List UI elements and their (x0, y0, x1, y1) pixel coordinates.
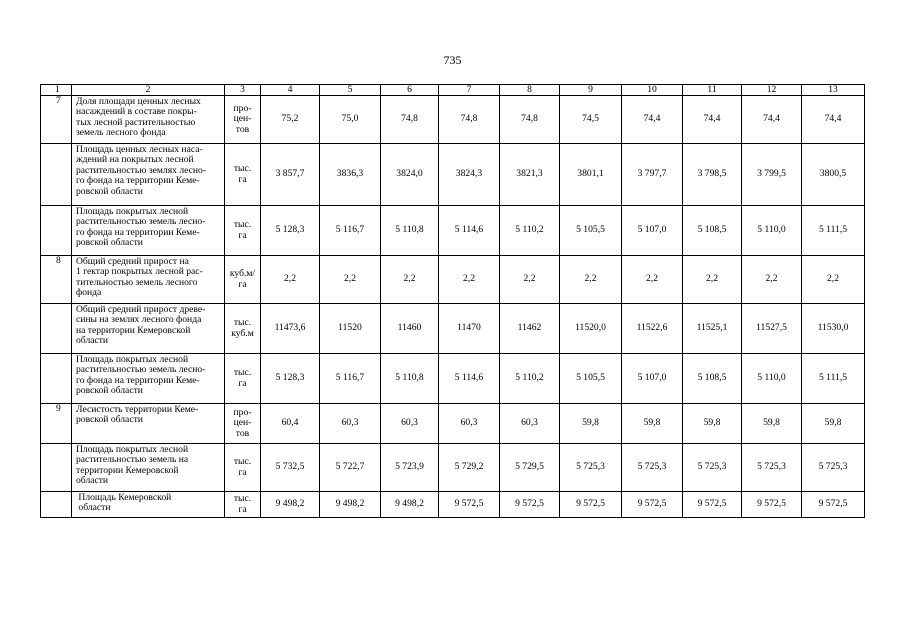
value-cell: 5 114,6 (439, 206, 500, 256)
indicator-name-line: растительностью земель на (76, 454, 189, 466)
indicator-name (72, 492, 225, 518)
unit-line: тов (235, 123, 250, 135)
value-cell: 5 110,2 (500, 354, 560, 404)
unit-of-measure (225, 304, 261, 354)
value-cell: 3 798,5 (683, 144, 742, 206)
table-row (41, 404, 865, 444)
value-cell: 5 725,3 (560, 444, 622, 492)
value-cell: 5 114,6 (439, 354, 500, 404)
row-number (41, 492, 72, 518)
value-cell: 5 111,5 (802, 354, 865, 404)
unit-line: га (238, 503, 247, 515)
value-cell: 5 116,7 (320, 206, 381, 256)
value-cell: 75,2 (261, 96, 320, 144)
value-cell: 9 572,5 (742, 492, 802, 518)
value-cell: 74,4 (802, 96, 865, 144)
indicator-name (72, 304, 225, 354)
value-cell: 5 110,8 (381, 354, 439, 404)
value-cell: 74,8 (381, 96, 439, 144)
value-cell: 60,4 (261, 404, 320, 444)
indicator-name (72, 404, 225, 444)
value-cell: 11530,0 (802, 304, 865, 354)
value-cell: 5 110,2 (500, 206, 560, 256)
value-cell: 3836,3 (320, 144, 381, 206)
unit-of-measure (225, 206, 261, 256)
unit-of-measure (225, 404, 261, 444)
column-header-8: 8 (500, 85, 560, 96)
value-cell: 5 128,3 (261, 354, 320, 404)
indicator-name-line: области (76, 335, 109, 347)
value-cell: 3 797,7 (622, 144, 683, 206)
value-cell: 2,2 (802, 256, 865, 304)
value-cell: 59,8 (683, 404, 742, 444)
value-cell: 75,0 (320, 96, 381, 144)
value-cell: 9 498,2 (320, 492, 381, 518)
row-number: 7 (41, 96, 72, 144)
indicator-name-line: ровской области (76, 385, 143, 397)
indicator-name-line: Площадь покрытых лесной (76, 354, 189, 365)
indicator-name-line: го фонда на территории Кеме- (76, 175, 200, 187)
indicator-name-line: ровской области (76, 185, 143, 197)
unit-line: куб.м/ (229, 268, 256, 280)
indicator-name-line: ждений на покрытых лесной (76, 154, 194, 166)
value-cell: 2,2 (560, 256, 622, 304)
indicator-name-line: сины на землях лесного фонда (76, 314, 202, 326)
value-cell: 11522,6 (622, 304, 683, 354)
value-cell: 9 572,5 (683, 492, 742, 518)
value-cell: 2,2 (622, 256, 683, 304)
column-header-3: 3 (225, 85, 261, 96)
indicator-name-line: Доля площади ценных лесных (76, 96, 201, 107)
value-cell: 5 723,9 (381, 444, 439, 492)
value-cell: 2,2 (742, 256, 802, 304)
indicator-name-line: земель лесного фонда (76, 127, 166, 139)
row-number: 9 (41, 404, 72, 444)
value-cell: 5 725,3 (622, 444, 683, 492)
indicator-name-line: го фонда на территории Кеме- (76, 226, 200, 238)
indicator-name-line: насаждений в составе покры- (76, 106, 197, 118)
value-cell: 3 857,7 (261, 144, 320, 206)
row-number (41, 354, 72, 404)
value-cell: 60,3 (320, 404, 381, 444)
unit-line: тыс. (233, 493, 252, 505)
indicator-name-line: тых лесной растительностью (76, 116, 196, 128)
indicator-name-line: 1 гектар покрытых лесной рас- (76, 266, 203, 278)
indicator-name (72, 206, 225, 256)
unit-line: тов (235, 427, 250, 439)
indicator-name (72, 354, 225, 404)
value-cell: 9 572,5 (802, 492, 865, 518)
value-cell: 9 572,5 (622, 492, 683, 518)
value-cell: 2,2 (439, 256, 500, 304)
value-cell: 59,8 (742, 404, 802, 444)
row-number: 8 (41, 256, 72, 304)
unit-of-measure (225, 354, 261, 404)
indicator-name (72, 256, 225, 304)
value-cell: 5 729,5 (500, 444, 560, 492)
unit-line: га (238, 466, 247, 478)
table-row (41, 144, 865, 206)
table-row (41, 206, 865, 256)
unit-line: га (238, 377, 247, 389)
value-cell: 74,4 (683, 96, 742, 144)
value-cell: 3800,5 (802, 144, 865, 206)
value-cell: 60,3 (500, 404, 560, 444)
value-cell: 11525,1 (683, 304, 742, 354)
row-number (41, 304, 72, 354)
unit-line: тыс. (233, 163, 252, 175)
indicator-name-line: территории Кемеровской (76, 464, 179, 476)
value-cell: 74,8 (439, 96, 500, 144)
indicator-name-line: растительностью земель лесно- (76, 216, 206, 228)
unit-line: цен- (233, 417, 252, 429)
value-cell: 59,8 (560, 404, 622, 444)
value-cell: 5 725,3 (802, 444, 865, 492)
column-header-13: 13 (802, 85, 865, 96)
value-cell: 3824,0 (381, 144, 439, 206)
value-cell: 74,8 (500, 96, 560, 144)
indicator-name-line: растительностью земель лесно- (76, 364, 206, 376)
indicator-name-line: Лесистость территории Кеме- (76, 404, 199, 415)
value-cell: 60,3 (439, 404, 500, 444)
value-cell: 11520 (320, 304, 381, 354)
value-cell: 5 725,3 (742, 444, 802, 492)
value-cell: 5 110,0 (742, 354, 802, 404)
unit-of-measure (225, 96, 261, 144)
unit-line: цен- (233, 113, 252, 125)
indicator-name-line: Площадь покрытых лесной (76, 206, 189, 217)
value-cell: 2,2 (261, 256, 320, 304)
value-cell: 11462 (500, 304, 560, 354)
value-cell: 5 729,2 (439, 444, 500, 492)
indicator-name (72, 144, 225, 206)
forest-indicators-table (40, 84, 865, 518)
value-cell: 59,8 (802, 404, 865, 444)
indicator-name-line: ровской области (76, 414, 143, 426)
table-row (41, 304, 865, 354)
indicator-name-line: Общий средний прирост древе- (76, 304, 206, 315)
value-cell: 9 498,2 (381, 492, 439, 518)
page-number: 735 (443, 53, 462, 67)
value-cell: 11520,0 (560, 304, 622, 354)
value-cell: 11470 (439, 304, 500, 354)
row-number (41, 206, 72, 256)
table-row (41, 96, 865, 144)
unit-line: про- (233, 102, 252, 114)
unit-line: га (238, 229, 247, 241)
value-cell: 2,2 (683, 256, 742, 304)
value-cell: 59,8 (622, 404, 683, 444)
column-header-6: 6 (381, 85, 439, 96)
value-cell: 60,3 (381, 404, 439, 444)
indicator-name-line: Площадь покрытых лесной (76, 444, 189, 455)
value-cell: 5 732,5 (261, 444, 320, 492)
value-cell: 9 498,2 (261, 492, 320, 518)
unit-line: га (238, 278, 247, 290)
value-cell: 5 116,7 (320, 354, 381, 404)
value-cell: 3 799,5 (742, 144, 802, 206)
value-cell: 3824,3 (439, 144, 500, 206)
unit-line: га (238, 173, 247, 185)
indicator-name-line: Площадь Кемеровской (76, 492, 172, 503)
unit-line: тыс. (233, 456, 252, 468)
value-cell: 5 107,0 (622, 354, 683, 404)
value-cell: 2,2 (320, 256, 381, 304)
indicator-name-line: фонда (76, 287, 102, 299)
unit-line: тыс. (233, 317, 252, 329)
unit-line: куб.м (231, 327, 254, 339)
value-cell: 74,4 (622, 96, 683, 144)
value-cell: 3821,3 (500, 144, 560, 206)
value-cell: 5 722,7 (320, 444, 381, 492)
indicator-name-line: Площадь ценных лесных наса- (76, 144, 203, 155)
value-cell: 5 110,0 (742, 206, 802, 256)
column-header-5: 5 (320, 85, 381, 96)
unit-of-measure (225, 444, 261, 492)
value-cell: 11527,5 (742, 304, 802, 354)
table-row (41, 354, 865, 404)
column-header-9: 9 (560, 85, 622, 96)
value-cell: 5 108,5 (683, 354, 742, 404)
column-header-4: 4 (261, 85, 320, 96)
value-cell: 5 105,5 (560, 206, 622, 256)
indicator-name-line: го фонда на территории Кеме- (76, 374, 200, 386)
value-cell: 5 105,5 (560, 354, 622, 404)
value-cell: 9 572,5 (439, 492, 500, 518)
value-cell: 5 108,5 (683, 206, 742, 256)
column-header-11: 11 (683, 85, 742, 96)
row-number (41, 144, 72, 206)
indicator-name (72, 96, 225, 144)
column-header-10: 10 (622, 85, 683, 96)
header-row (41, 85, 865, 96)
indicator-name-line: Общий средний прирост на (76, 256, 189, 267)
column-header-2: 2 (72, 85, 225, 96)
unit-of-measure (225, 256, 261, 304)
unit-of-measure (225, 492, 261, 518)
table-row (41, 256, 865, 304)
value-cell: 2,2 (381, 256, 439, 304)
value-cell: 5 111,5 (802, 206, 865, 256)
table-row (41, 444, 865, 492)
indicator-name (72, 444, 225, 492)
indicator-name-line: растительностью землях лесно- (76, 164, 206, 176)
value-cell: 11460 (381, 304, 439, 354)
unit-of-measure (225, 144, 261, 206)
unit-line: про- (233, 406, 252, 418)
indicator-name-line: ровской области (76, 237, 143, 249)
value-cell: 2,2 (500, 256, 560, 304)
indicator-name-line: области (76, 475, 109, 487)
value-cell: 5 725,3 (683, 444, 742, 492)
unit-line: тыс. (233, 367, 252, 379)
value-cell: 9 572,5 (560, 492, 622, 518)
value-cell: 11473,6 (261, 304, 320, 354)
column-header-12: 12 (742, 85, 802, 96)
value-cell: 5 128,3 (261, 206, 320, 256)
indicator-name-line: области (76, 502, 111, 514)
value-cell: 74,5 (560, 96, 622, 144)
value-cell: 9 572,5 (500, 492, 560, 518)
column-header-1: 1 (41, 85, 72, 96)
unit-line: тыс. (233, 219, 252, 231)
value-cell: 74,4 (742, 96, 802, 144)
indicator-name-line: на территории Кемеровской (76, 324, 191, 336)
value-cell: 3801,1 (560, 144, 622, 206)
value-cell: 5 110,8 (381, 206, 439, 256)
value-cell: 5 107,0 (622, 206, 683, 256)
row-number (41, 444, 72, 492)
column-header-7: 7 (439, 85, 500, 96)
table-row (41, 492, 865, 518)
indicator-name-line: тительностью земель лесного (76, 276, 198, 288)
